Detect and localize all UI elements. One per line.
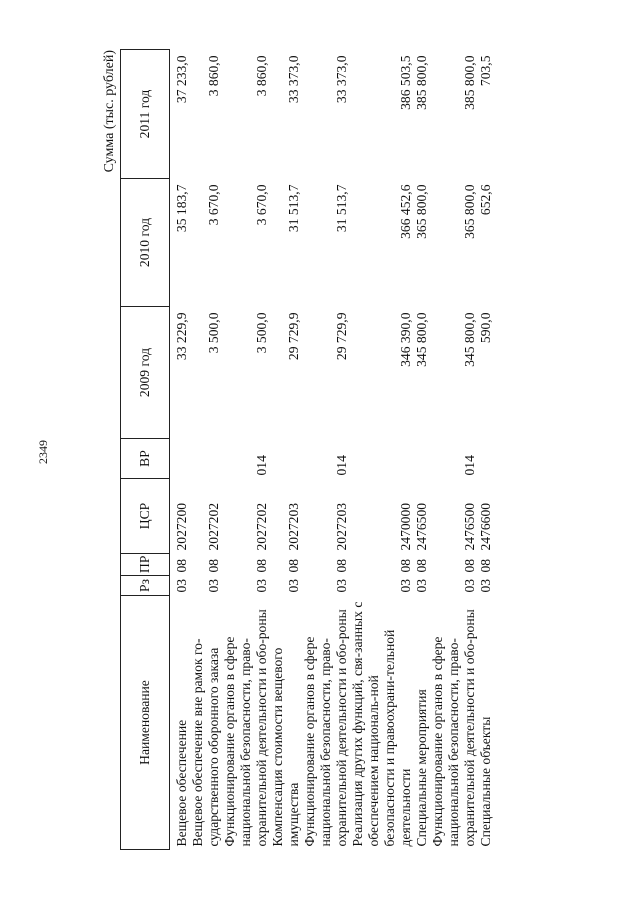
row-csr: 2027203 (286, 502, 301, 551)
row-2009: 345 800,0 (414, 312, 429, 367)
row-vr (270, 439, 302, 479)
row-rz: 03 (174, 578, 189, 593)
row-2011: 385 800,0 (462, 55, 477, 110)
row-2009: 346 390,0 (398, 312, 413, 367)
table-row (270, 50, 302, 850)
header-vr: ВР (121, 439, 170, 479)
row-2010: 365 800,0 (462, 184, 477, 239)
row-pr: 08 (206, 558, 221, 573)
row-pr: 08 (286, 558, 301, 573)
row-vr (414, 439, 430, 479)
row-name: Реализация других функций, свя-занных с обеспечением националь-ной безопасности и правоохрани-тельной деятельности (350, 601, 413, 847)
page-number: 2349 (36, 440, 50, 464)
row-csr: 2027202 (206, 502, 221, 551)
row-pr: 08 (174, 558, 189, 573)
row-vr (350, 439, 414, 479)
rotated-page-content (90, 50, 570, 850)
row-vr: 014 (334, 455, 349, 476)
table-row (190, 50, 222, 850)
row-rz: 03 (286, 578, 301, 593)
row-2010: 3 670,0 (254, 184, 269, 226)
row-csr: 2027200 (174, 502, 189, 551)
row-csr: 2027202 (254, 502, 269, 551)
row-rz: 03 (206, 578, 221, 593)
row-2009: 29 729,9 (286, 312, 301, 361)
row-2009: 345 800,0 (462, 312, 477, 367)
row-2010: 365 800,0 (414, 184, 429, 239)
row-2011: 3 860,0 (254, 55, 269, 97)
table-row (222, 50, 270, 850)
row-vr: 014 (254, 455, 269, 476)
row-2011: 33 373,0 (286, 55, 301, 104)
row-2009: 590,0 (478, 312, 493, 344)
row-rz: 03 (462, 578, 477, 593)
row-2010: 31 513,7 (334, 184, 349, 233)
row-name: Специальные объекты (478, 716, 493, 847)
row-2010: 31 513,7 (286, 184, 301, 233)
row-2009: 33 229,9 (174, 312, 189, 361)
row-csr: 2476600 (478, 502, 493, 551)
header-2009: 2009 год (121, 307, 170, 439)
header-2010: 2010 год (121, 179, 170, 307)
row-2010: 35 183,7 (174, 184, 189, 233)
row-name: Специальные мероприятия (414, 689, 429, 847)
row-2010: 652,6 (478, 184, 493, 216)
table-row (350, 50, 414, 850)
row-2011: 385 800,0 (414, 55, 429, 110)
row-name: Функционирование органов в сфере национальной безопасности, право-охранительной деятельности и обо-роны (302, 609, 349, 847)
row-pr: 08 (478, 558, 493, 573)
row-csr: 2027203 (334, 502, 349, 551)
table-row (430, 50, 478, 850)
row-name: Компенсация стоимости вещевого имущества (270, 647, 301, 847)
row-name: Функционирование органов в сфере национальной безопасности, право-охранительной деятельности и обо-роны (222, 609, 269, 847)
row-vr (190, 439, 222, 479)
table-row (414, 50, 430, 850)
row-pr: 08 (414, 558, 429, 573)
row-2011: 386 503,5 (398, 55, 413, 110)
row-vr (170, 439, 191, 479)
row-rz: 03 (414, 578, 429, 593)
row-csr: 2476500 (462, 502, 477, 551)
row-2009: 29 729,9 (334, 312, 349, 361)
table-row (302, 50, 350, 850)
header-rz: Рз (121, 576, 170, 596)
row-csr: 2470000 (398, 502, 413, 551)
row-2011: 3 860,0 (206, 55, 221, 97)
table-row (478, 50, 494, 850)
row-2010: 366 452,6 (398, 184, 413, 239)
header-pr: ПР (121, 554, 170, 576)
row-pr: 08 (462, 558, 477, 573)
row-2011: 703,5 (478, 55, 493, 87)
header-name: Наименование (121, 596, 170, 850)
row-2009: 3 500,0 (254, 312, 269, 354)
row-2011: 33 373,0 (334, 55, 349, 104)
header-2011: 2011 год (121, 50, 170, 179)
row-name: Вещевое обеспечение вне рамок го-сударственного оборонного заказа (190, 638, 221, 847)
row-vr: 014 (462, 455, 477, 476)
row-name: Вещевое обеспечение (174, 719, 189, 847)
row-rz: 03 (254, 578, 269, 593)
row-2009: 3 500,0 (206, 312, 221, 354)
budget-table (120, 49, 494, 850)
row-rz: 03 (398, 578, 413, 593)
row-rz: 03 (478, 578, 493, 593)
row-2011: 37 233,0 (174, 55, 189, 104)
header-csr: ЦСР (121, 479, 170, 554)
row-vr (478, 439, 494, 479)
row-2010: 3 670,0 (206, 184, 221, 226)
row-name: Функционирование органов в сфере национальной безопасности, право-охранительной деятельности и обо-роны (430, 609, 477, 847)
row-pr: 08 (334, 558, 349, 573)
table-row (170, 50, 191, 850)
row-pr: 08 (398, 558, 413, 573)
header-row (121, 50, 170, 850)
row-rz: 03 (334, 578, 349, 593)
row-csr: 2476500 (414, 502, 429, 551)
row-pr: 08 (254, 558, 269, 573)
units-caption: Сумма (тыс. рублей) (102, 50, 117, 173)
